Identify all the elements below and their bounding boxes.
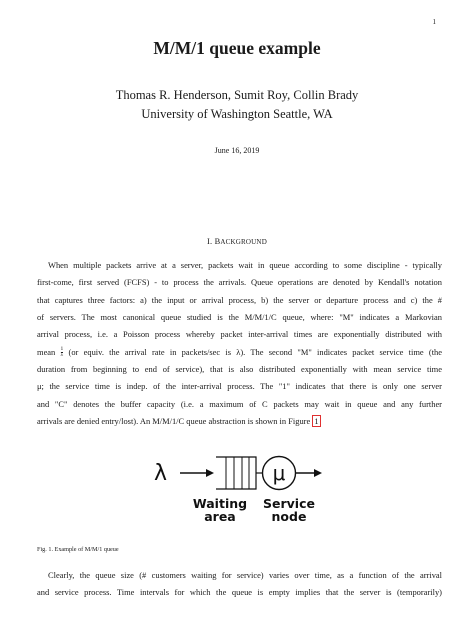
paragraph-queue-size <box>37 567 442 602</box>
section-heading <box>0 237 474 246</box>
text-line: arrival process, i.e. a Poisson process whereby packet inter-arrival times are exponentially distributed with <box>37 329 442 340</box>
text-line: μ; the service time is indep. of the inter-arrival process. The "1" indicates that there is only one server <box>37 381 442 392</box>
text-line: Clearly, the queue size (# customers waiting for service) varies over time, as a function of the arrival <box>48 570 442 580</box>
text-line <box>37 413 442 430</box>
text-line-with-fraction <box>37 344 442 361</box>
text-line-content: arrivals are denied entry/lost). An M/M/1/C queue abstraction is shown in Figure <box>37 416 311 427</box>
text-line: first-come, first served (FCFS) - to process the arrivals. Queue operations are denoted by Kendall's notation <box>37 277 442 288</box>
arrival-rate-symbol: λ <box>154 461 168 486</box>
text-line: that captures three factors: a) the input or arrival process, b) the server or departure process and c) the # <box>37 294 442 305</box>
service-label-line2: node <box>271 509 307 524</box>
waiting-label-line1: Waiting <box>192 496 248 511</box>
figure-reference-link[interactable]: 1 <box>314 416 319 427</box>
fraction-one-over-lambda <box>61 347 64 358</box>
fraction-denominator: λ <box>60 352 64 359</box>
author-names: Thomas R. Henderson, Sumit Roy, Collin Brady <box>115 88 359 102</box>
text-line: and "C" denotes the buffer capacity (i.e. a maximum of C packets may wait in queue and any further <box>37 398 442 409</box>
text-line: and service process. Time intervals for which the queue is empty implies that the server is (temporarily) <box>37 587 442 598</box>
section-title-initial: B <box>214 237 221 246</box>
author-block <box>0 86 474 124</box>
service-label-line1: Service <box>263 496 315 511</box>
text-line: of servers. The most canonical queue studied is the M/M/1/C queue, where: "M" indicates a Markovian <box>37 312 442 323</box>
queue-buffer-outline <box>216 457 256 489</box>
waiting-label-line2: area <box>204 509 236 524</box>
section-title-rest: ACKGROUND <box>220 238 267 246</box>
text-line: duration from beginning to end of service), that is also distributed exponentially with mean service time <box>37 364 442 375</box>
figure-caption: Fig. 1. Example of M/M/1 queue <box>37 546 119 553</box>
text-line: When multiple packets arrive at a server, packets wait in queue according to some discipline - typically <box>48 260 442 270</box>
page-number: 1 <box>432 18 436 26</box>
affiliation: University of Washington Seattle, WA <box>141 107 333 121</box>
queue-diagram <box>148 452 328 530</box>
paper-date: June 16, 2019 <box>214 146 260 155</box>
service-rate-symbol: μ <box>272 461 286 485</box>
arrival-arrow-head <box>206 469 214 477</box>
paragraph-background <box>37 257 442 430</box>
departure-arrow-head <box>314 469 322 477</box>
fraction-numerator: 1 <box>60 346 64 353</box>
section-numeral: I. <box>207 237 213 246</box>
text-line-rest: (or equiv. the arrival rate in packets/sec is λ). The second "M" indicates packet service time (the <box>68 346 442 357</box>
mean-word: mean <box>37 346 56 357</box>
paper-title: M/M/1 queue example <box>153 38 321 58</box>
service-node-label <box>263 496 315 524</box>
waiting-area-label <box>193 496 247 524</box>
